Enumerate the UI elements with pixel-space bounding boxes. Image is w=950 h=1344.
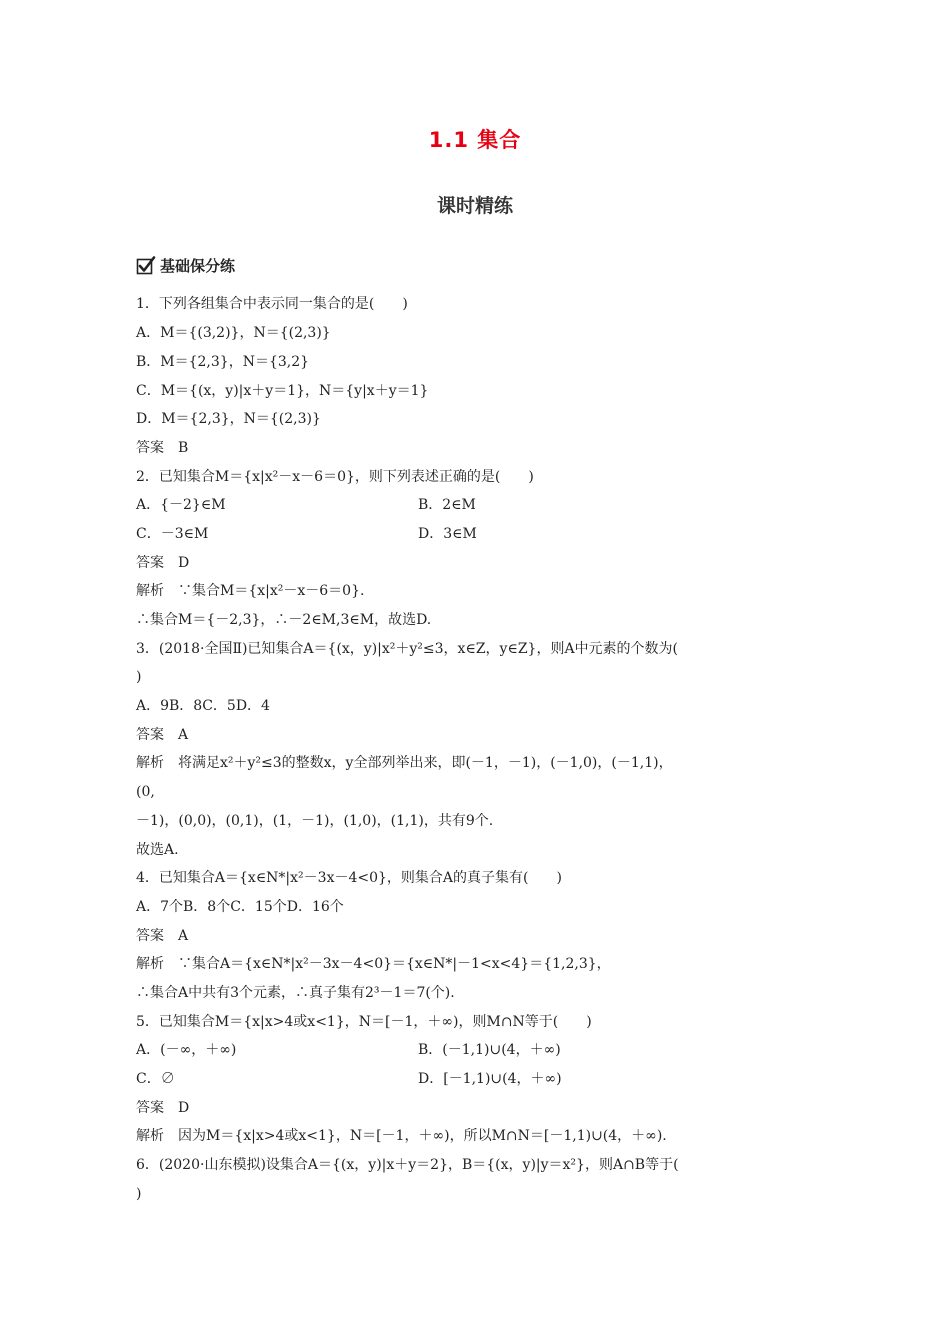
checkbox-icon: [136, 256, 156, 276]
content-line: 6．(2020·山东模拟)设集合A＝{(x，y)|x＋y＝2}，B＝{(x，y)|y＝x²}，则A∩B等于(: [136, 1157, 679, 1173]
option-line: D．[－1,1)∪(4，＋∞): [418, 1071, 562, 1087]
analysis-line: ∴集合A中共有3个元素，∴真子集有2³－1＝7(个).: [136, 985, 455, 1001]
analysis-line: 故选A.: [136, 842, 179, 858]
content-line: ): [136, 669, 142, 685]
content-line: D．M＝{2,3}，N＝{(2,3)}: [136, 411, 321, 427]
content-line: 3．(2018·全国Ⅱ)已知集合A＝{(x，y)|x²＋y²≤3，x∈Z，y∈Z}，则A中元素的个数为(: [136, 641, 679, 657]
answer-line: 答案 D: [136, 555, 190, 571]
option-line: A．(－∞，＋∞): [136, 1042, 237, 1058]
option-line: D．3∈M: [418, 526, 477, 542]
page-subtitle: 课时精练: [436, 195, 513, 217]
content-line: ): [136, 1186, 142, 1202]
answer-line: 答案 A: [136, 727, 189, 743]
analysis-line: (0,: [136, 784, 155, 800]
option-line: C．－3∈M: [136, 526, 209, 542]
option-line: A．{－2}∈M: [136, 497, 226, 513]
option-line: A．7个B．8个C．15个D．16个: [136, 899, 344, 915]
content-line: 5．已知集合M＝{x|x>4或x<1}，N＝[－1，＋∞)，则M∩N等于( ): [136, 1014, 592, 1030]
answer-line: 答案 B: [136, 440, 189, 456]
option-line: C．∅: [136, 1071, 175, 1087]
analysis-line: ∴集合M＝{－2,3}，∴－2∈M,3∈M，故选D.: [136, 612, 432, 628]
option-line: B．(－1,1)∪(4，＋∞): [418, 1042, 561, 1058]
answer-line: 答案 D: [136, 1100, 190, 1116]
answer-line: 答案 A: [136, 928, 189, 944]
content-line: 4．已知集合A＝{x∈N*|x²－3x－4<0}，则集合A的真子集有( ): [136, 870, 562, 886]
content-line: A．M＝{(3,2)}，N＝{(2,3)}: [136, 325, 331, 341]
analysis-line: 解析 ∵集合M＝{x|x²－x－6＝0}.: [136, 583, 365, 599]
content-line: B．M＝{2,3}，N＝{3,2}: [136, 354, 310, 370]
analysis-line: －1)，(0,0)，(0,1)，(1，－1)，(1,0)，(1,1)，共有9个.: [136, 813, 494, 829]
content-line: C．M＝{(x，y)|x＋y＝1}，N＝{y|x＋y＝1}: [136, 383, 429, 399]
analysis-line: 解析 ∵集合A＝{x∈N*|x²－3x－4<0}＝{x∈N*|－1<x<4}＝{1,2,3}，: [136, 956, 611, 972]
section-label: 基础保分练: [160, 257, 236, 275]
content-line: 2．已知集合M＝{x|x²－x－6＝0}，则下列表述正确的是( ): [136, 469, 534, 485]
page-title: 1.1 集合: [428, 128, 522, 152]
option-line: B．2∈M: [418, 497, 476, 513]
analysis-line: 解析 将满足x²＋y²≤3的整数x，y全部列举出来，即(－1，－1)，(－1,0)，(－1,1)，: [136, 755, 673, 771]
content-line: 1．下列各组集合中表示同一集合的是( ): [136, 296, 408, 312]
option-line: A．9B．8C．5D．4: [136, 698, 270, 714]
analysis-line: 解析 因为M＝{x|x>4或x<1}，N＝[－1，＋∞)，所以M∩N＝[－1,1)∪(4，＋∞).: [136, 1128, 667, 1144]
section-header: [136, 255, 235, 276]
